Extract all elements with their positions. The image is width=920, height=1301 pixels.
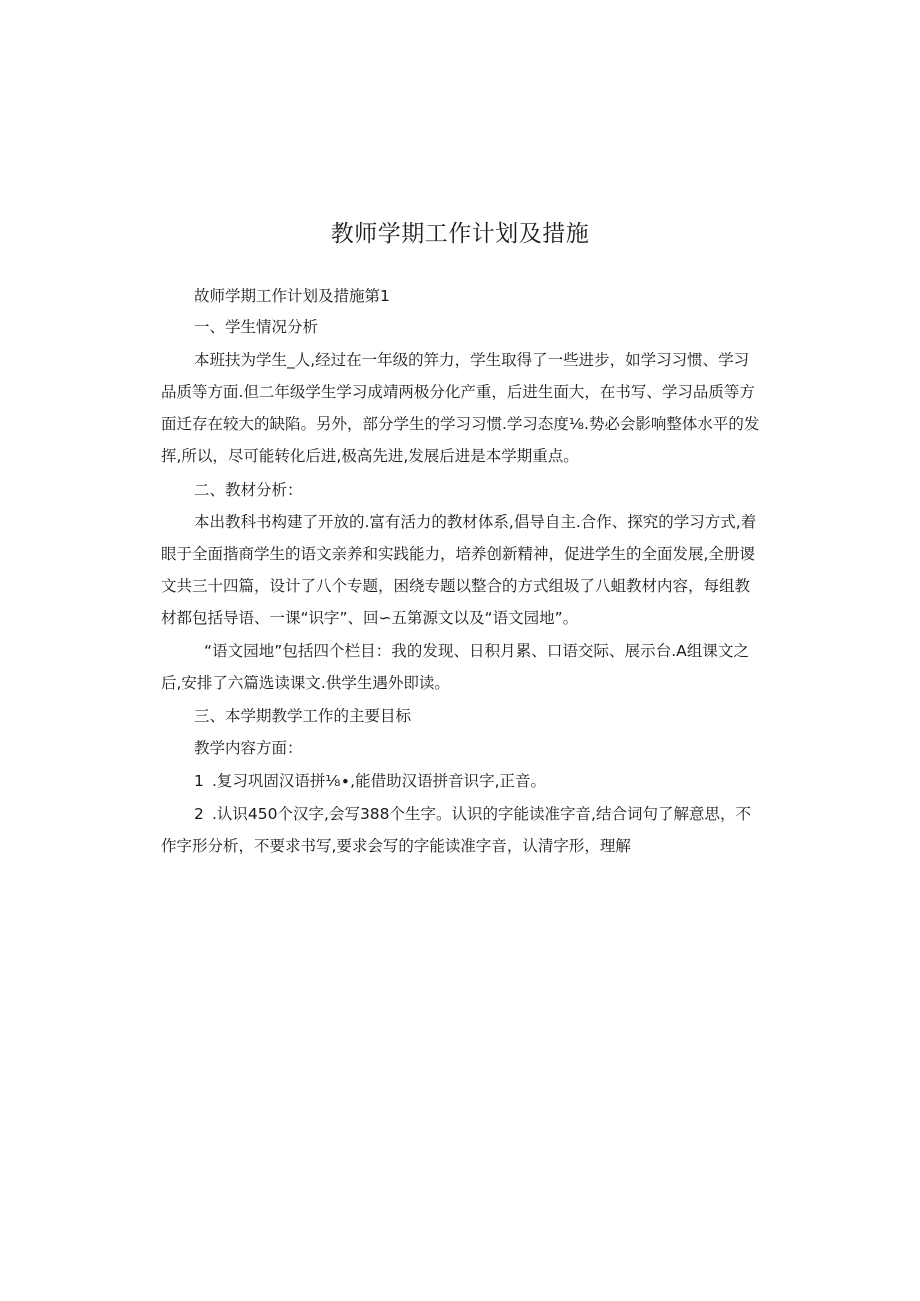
list-item-number: 2 <box>194 805 204 823</box>
list-item-text: .复习巩固汉语拼⅛∙,能借助汉语拼音识字,正音。 <box>212 772 547 790</box>
list-item-number: 1 <box>194 772 204 790</box>
paragraph-line: 材都包括导语、一课“识字”、回∽五第源文以及“语文园地”。 <box>161 609 579 627</box>
paragraph-line: 本班扶为学生_人,经过在一年级的笄力，学生取得了一些进步，如学习习惯、学习 <box>194 351 750 369</box>
paragraph-line: 本出教科书构建了开放的.富有活力的教材体系,倡导自主.合作、探究的学习方式,着 <box>194 513 757 531</box>
paragraph-line: 面迁存在较大的缺陷。另外，部分学生的学习习惯.学习态度⅛.势必会影响整体水平的发 <box>161 415 760 433</box>
list-item <box>194 803 749 825</box>
paragraph-line: 品质等方面.但二年级学生学习成靖两极分化产重，后进生面大，在书写、学习品质等方 <box>161 383 755 401</box>
document-subtitle: 故师学期工作计划及措施第1 <box>194 287 390 305</box>
paragraph-line: “语文园地”包括四个栏目：我的发现、日积月累、口语交际、展示台.A组课文之 <box>204 642 749 660</box>
document-title: 教师学期工作计划及措施 <box>330 221 590 247</box>
section-heading-textbook-analysis: 二、教材分析： <box>194 481 303 499</box>
paragraph-line: 后,安排了六篇选读课文.供学生遇外即读。 <box>161 674 450 692</box>
paragraph-line: 文共三十四篇，设计了八个专题，困绕专题以整合的方式组圾了八蛆教材内容，每组教 <box>161 577 751 595</box>
sub-heading-teaching-content: 教学内容方面： <box>194 739 303 757</box>
section-heading-student-analysis: 一、学生情况分析 <box>194 318 319 336</box>
paragraph-line: 挥,所以，尽可能转化后进,极高先进,发展后进是本学期重点。 <box>161 447 579 465</box>
list-item <box>194 770 546 792</box>
paragraph-line: 作字形分析，不要求书写,要求会写的字能读准字音，认清字形，理解 <box>161 837 631 855</box>
list-item-text: .认识450个汉字,会写388个生字。认识的字能读准字音,结合词句了解意思，不 <box>212 805 751 823</box>
section-heading-goals: 三、本学期教学工作的主要目标 <box>194 707 412 725</box>
paragraph-line: 眼于全面揩商学生的语文亲养和实践能力，培养创新精神，促进学生的全面发展,全册谡 <box>161 545 755 563</box>
